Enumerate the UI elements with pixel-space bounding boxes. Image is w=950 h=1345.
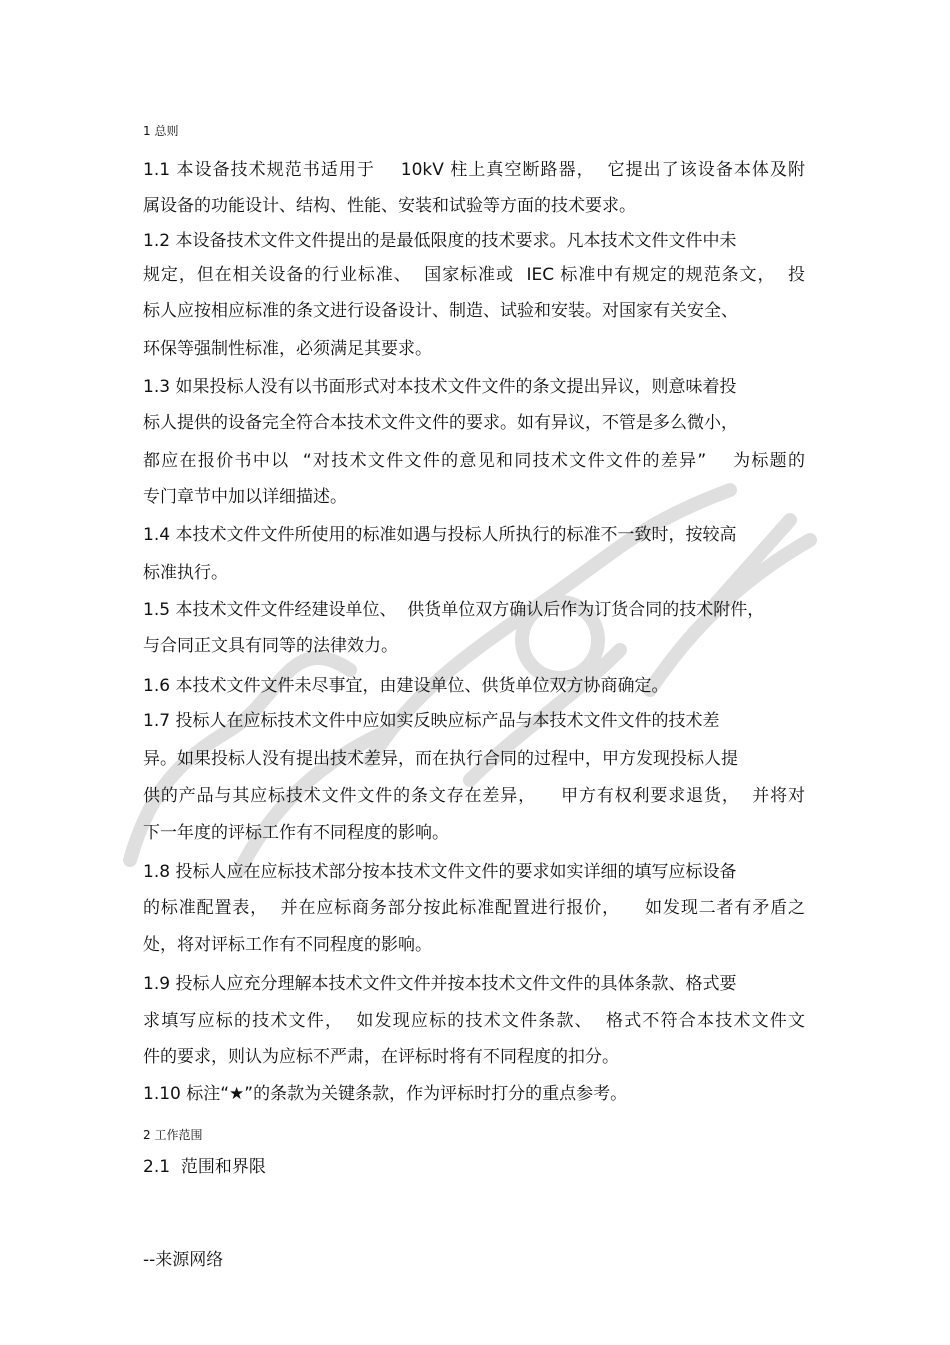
text-line-8: 标人提供的设备完全符合本技术文件文件的要求。如有异议，不管是多么微小， (143, 413, 738, 433)
text-line-24: 求填写应标的技术文件， 如发现应标的技术文件条款、 格式不符合本技术文件文 (143, 1011, 805, 1031)
section-heading-1: 1 总则 (143, 124, 179, 138)
text-line-17: 异。如果投标人没有提出技术差异，而在执行合同的过程中，甲方发现投标人提 (143, 749, 738, 769)
text-line-14: 与合同正文具有同等的法律效力。 (143, 636, 398, 656)
text-line-9: 都应在报价书中以 “对技术文件文件的意见和同技术文件文件的差异” 为标题的 (143, 451, 805, 471)
text-line-11: 1.4 本技术文件文件所使用的标准如遇与投标人所执行的标准不一致时，按较高 (143, 525, 737, 545)
text-line-18: 供的产品与其应标技术文件文件的条文存在差异， 甲方有权利要求退货， 并将对 (143, 786, 805, 806)
text-line-19: 下一年度的评标工作有不同程度的影响。 (143, 823, 449, 843)
text-line-15: 1.6 本技术文件文件未尽事宜，由建设单位、供货单位双方协商确定。 (143, 676, 669, 696)
text-line-5: 标人应按相应标准的条文进行设备设计、制造、试验和安装。对国家有关安全、 (143, 301, 738, 321)
text-line-1: 1.1 本设备技术规范书适用于 10kV 柱上真空断路器， 它提出了该设备本体及附 (143, 160, 805, 180)
text-line-3: 1.2 本设备技术文件文件提出的是最低限度的技术要求。凡本技术文件文件中未 (143, 231, 737, 251)
text-line-25: 件的要求，则认为应标不严肃，在评标时将有不同程度的扣分。 (143, 1047, 619, 1067)
text-line-26: 1.10 标注“★”的条款为关键条款，作为评标时打分的重点参考。 (143, 1084, 628, 1104)
section-heading-2: 2 工作范围 (143, 1128, 203, 1142)
text-line-12: 标准执行。 (143, 563, 228, 583)
text-line-16: 1.7 投标人在应标技术文件中应如实反映应标产品与本技术文件文件的技术差 (143, 711, 720, 731)
text-line-27: 2.1 范围和界限 (143, 1157, 266, 1177)
text-line-6: 环保等强制性标准，必须满足其要求。 (143, 339, 432, 359)
source-footer: --来源网络 (143, 1250, 224, 1270)
text-line-20: 1.8 投标人应在应标技术部分按本技术文件文件的要求如实详细的填写应标设备 (143, 862, 737, 882)
text-line-2: 属设备的功能设计、结构、性能、安装和试验等方面的技术要求。 (143, 196, 636, 216)
text-line-22: 处，将对评标工作有不同程度的影响。 (143, 935, 432, 955)
text-line-23: 1.9 投标人应充分理解本技术文件文件并按本技术文件文件的具体条款、格式要 (143, 974, 737, 994)
text-line-13: 1.5 本技术文件文件经建设单位、 供货单位双方确认后作为订货合同的技术附件， (143, 600, 765, 620)
text-line-10: 专门章节中加以详细描述。 (143, 487, 347, 507)
text-line-21: 的标准配置表， 并在应标商务部分按此标准配置进行报价， 如发现二者有矛盾之 (143, 898, 805, 918)
text-line-7: 1.3 如果投标人没有以书面形式对本技术文件文件的条文提出异议，则意味着投 (143, 377, 737, 397)
text-line-4: 规定，但在相关设备的行业标准、 国家标准或 IEC 标准中有规定的规范条文， 投 (143, 265, 805, 285)
